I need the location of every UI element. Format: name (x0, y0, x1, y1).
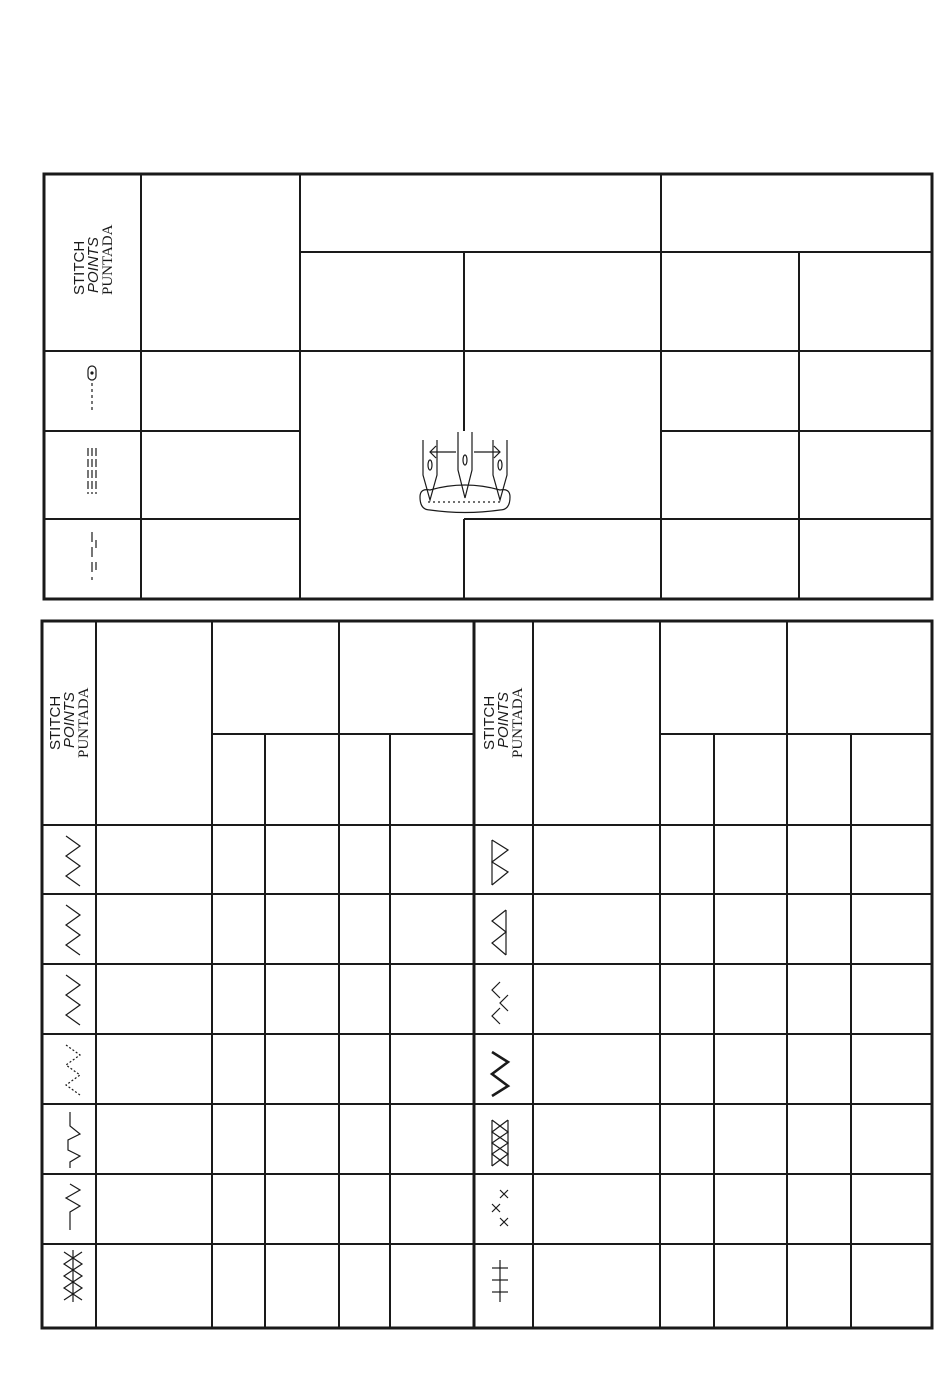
header-label-puntada: PUNTADA (76, 687, 92, 758)
bottom-left-stitch-header (47, 687, 92, 758)
feather-stitch-icon (492, 982, 508, 1024)
header-label-stitch: STITCH (481, 695, 498, 750)
straight-buttonhole-stitch-icon (88, 366, 96, 410)
bold-zigzag-stitch-icon (492, 1052, 508, 1096)
header-label-stitch: STITCH (47, 695, 64, 750)
stretch-blind-stitch-icon (66, 1184, 80, 1230)
top-stitch-header (71, 224, 116, 295)
triple-straight-stitch-icon (88, 448, 96, 494)
ladder-stitch-icon (492, 1260, 508, 1302)
header-label-puntada: PUNTADA (510, 687, 526, 758)
header-label-stitch: STITCH (71, 240, 88, 295)
triple-zigzag-stitch-icon (66, 975, 80, 1025)
cross-stitch-icon (492, 1190, 508, 1226)
zigzag-stitch-icon (66, 836, 80, 886)
overlock-box-stitch-icon (492, 1120, 508, 1166)
blind-hem-stitch-icon (68, 1112, 80, 1168)
header-label-points: POINTS (495, 692, 512, 748)
top-table (44, 174, 932, 599)
overcast-triangle-stitch-icon (492, 910, 506, 955)
bottom-right-stitch-header (481, 687, 526, 758)
needle-position-illustration (420, 432, 510, 513)
honeycomb-stitch-icon (64, 1250, 82, 1302)
header-label-points: POINTS (61, 692, 78, 748)
header-label-points: POINTS (85, 237, 102, 293)
wide-zigzag-stitch-icon (66, 905, 80, 955)
header-label-puntada: PUNTADA (100, 224, 116, 295)
overlock-stitch-icon (492, 840, 508, 885)
dotted-zigzag-stitch-icon (66, 1045, 80, 1095)
basting-stitch-icon (92, 532, 96, 580)
